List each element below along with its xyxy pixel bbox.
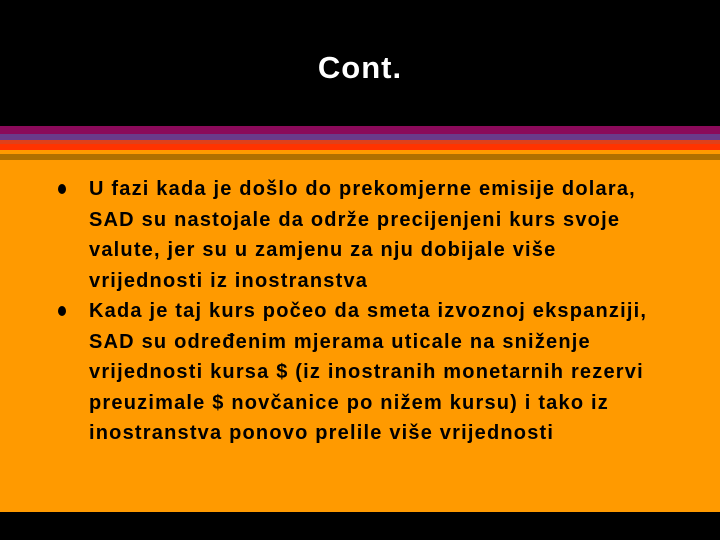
content-area — [0, 160, 720, 512]
stripe-1 — [0, 126, 720, 134]
bullet-list — [55, 174, 675, 449]
dot-icon — [58, 184, 66, 194]
bullet-text-1: U fazi kada je došlo do prekomjerne emisije dolara, SAD su nastojale da održe precijenjeni kurs svoje valute, jer su u zamjenu za nju dobijale više vrijednosti iz inostranstva — [89, 178, 636, 292]
bullet-text-2: Kada je taj kurs počeo da smeta izvoznoj ekspanziji, SAD su određenim mjerama uticale na sniženje vrijednosti kursa $ (iz inostranih monetarnih rezervi preuzimale $ novčanice po nižem kursu) i tako iz inostranstva ponovo prelile više vrijednosti — [89, 300, 648, 444]
dot-icon — [58, 306, 66, 316]
bullet-item-2 — [55, 296, 675, 449]
slide-title: Cont. — [317, 50, 403, 85]
decorative-stripes — [0, 126, 720, 160]
bullet-item-1 — [55, 174, 675, 296]
